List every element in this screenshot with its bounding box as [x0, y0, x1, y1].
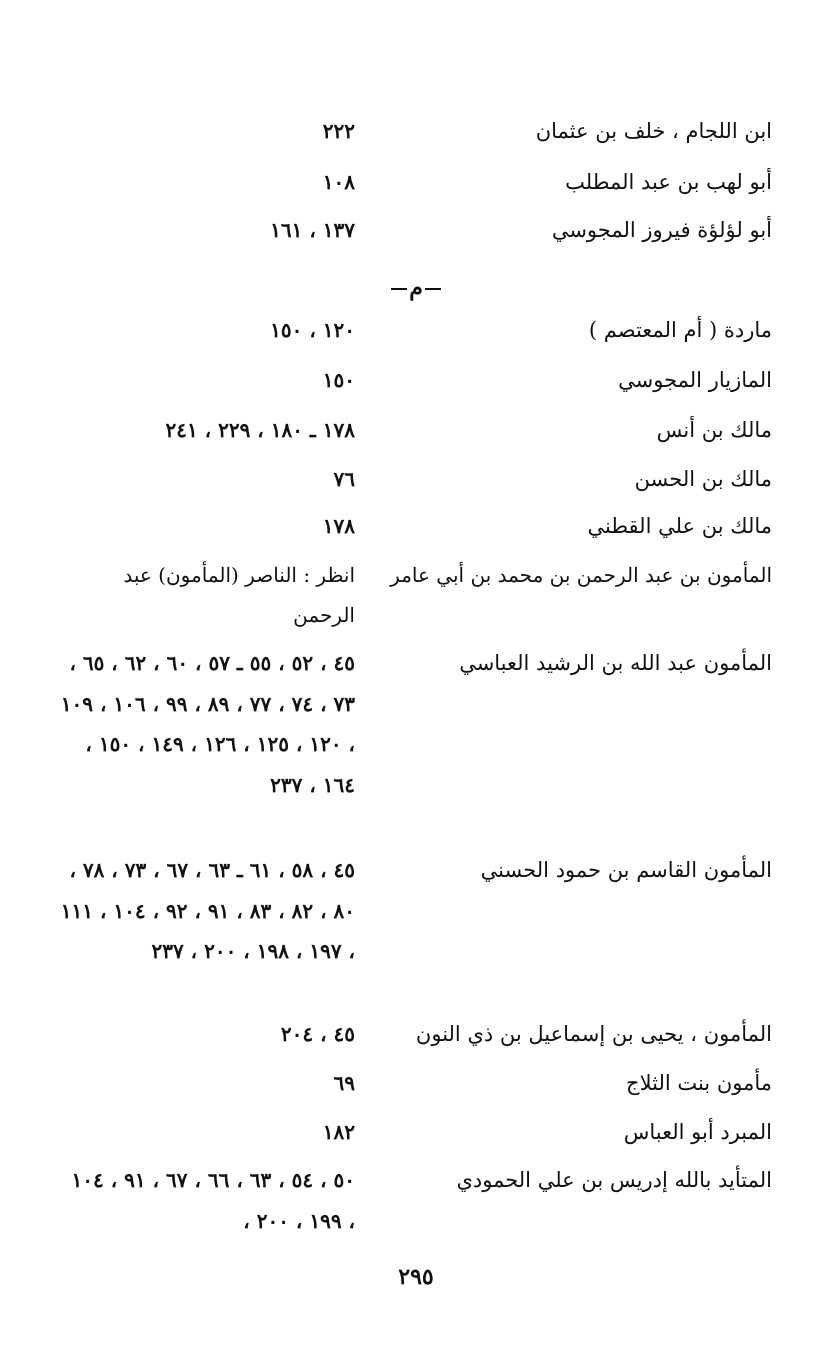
section-dash	[391, 288, 407, 290]
entry-name: المتأيد بالله إدريس بن علي الحمودي	[456, 1168, 772, 1192]
entry-pages: ١٧٨	[322, 514, 355, 538]
entry-name: المبرد أبو العباس	[623, 1120, 772, 1144]
section-dash	[425, 288, 441, 290]
entry-pages: ١٣٧ ، ١٦١	[270, 218, 355, 242]
entry-pages: ١٥٠	[322, 368, 355, 392]
entry-pages: ٧٦	[333, 467, 355, 491]
entry-pages: ١٠٨	[322, 170, 355, 194]
entry-name: ماردة ( أم المعتصم )	[588, 318, 772, 342]
entry-name: المأمون بن عبد الرحمن بن محمد بن أبي عامر	[390, 563, 772, 587]
entry-pages: ٤٥ ، ٥٢ ، ٥٥ ـ ٥٧ ، ٦٠ ، ٦٢ ، ٦٥ ، ٧٣ ، ٧٤ ، ٧٧ ، ٨٩ ، ٩٩ ، ١٠٦ ، ١٠٩ ، ١٢٠ ، ١٢٥ ، ١٢٦ ، ١٤٩ ، ١٥٠ ، ١٦٤ ، ٢٣٧	[60, 651, 355, 797]
entry-pages: ١٢٠ ، ١٥٠	[270, 318, 355, 342]
entry-name: المأمون ، يحيى بن إسماعيل بن ذي النون	[415, 1022, 772, 1046]
page-number: ٢٩٥	[398, 1264, 434, 1290]
section-letter: م	[409, 275, 423, 301]
entry-pages: ٥٠ ، ٥٤ ، ٦٣ ، ٦٦ ، ٦٧ ، ٩١ ، ١٠٤ ، ١٩٩ ، ٢٠٠ ،	[71, 1168, 355, 1233]
entry-name: أبو لهب بن عبد المطلب	[565, 170, 772, 194]
entry-name: مالك بن الحسن	[634, 467, 772, 491]
entry-pages: ٤٥ ، ٥٨ ، ٦١ ـ ٦٣ ، ٦٧ ، ٧٣ ، ٧٨ ، ٨٠ ، ٨٢ ، ٨٣ ، ٩١ ، ٩٢ ، ١٠٤ ، ١١١ ، ١٩٧ ، ١٩٨ ، ٢٠٠ ، ٢٣٧	[60, 858, 355, 963]
entry-name: مالك بن أنس	[656, 418, 772, 442]
entry-pages: ١٨٢	[322, 1120, 355, 1144]
entry-name: ابن اللجام ، خلف بن عثمان	[535, 119, 772, 143]
entry-pages: ٦٩	[333, 1071, 355, 1095]
entry-cross-reference: انظر : الناصر (المأمون) عبد الرحمن	[123, 563, 355, 627]
entry-name: المأمون عبد الله بن الرشيد العباسي	[459, 651, 772, 675]
section-header	[0, 268, 832, 308]
entry-name: مالك بن علي القطني	[587, 514, 772, 538]
entry-name: المأمون القاسم بن حمود الحسني	[480, 858, 772, 882]
entry-pages: ٢٢٢	[322, 119, 355, 143]
entry-pages: ٤٥ ، ٢٠٤	[280, 1022, 355, 1046]
entry-pages: ١٧٨ ـ ١٨٠ ، ٢٢٩ ، ٢٤١	[165, 418, 355, 442]
entry-name: مأمون بنت الثلاج	[626, 1071, 772, 1095]
entry-name: أبو لؤلؤة فيروز المجوسي	[551, 218, 772, 242]
entry-name: المازيار المجوسي	[618, 368, 772, 392]
